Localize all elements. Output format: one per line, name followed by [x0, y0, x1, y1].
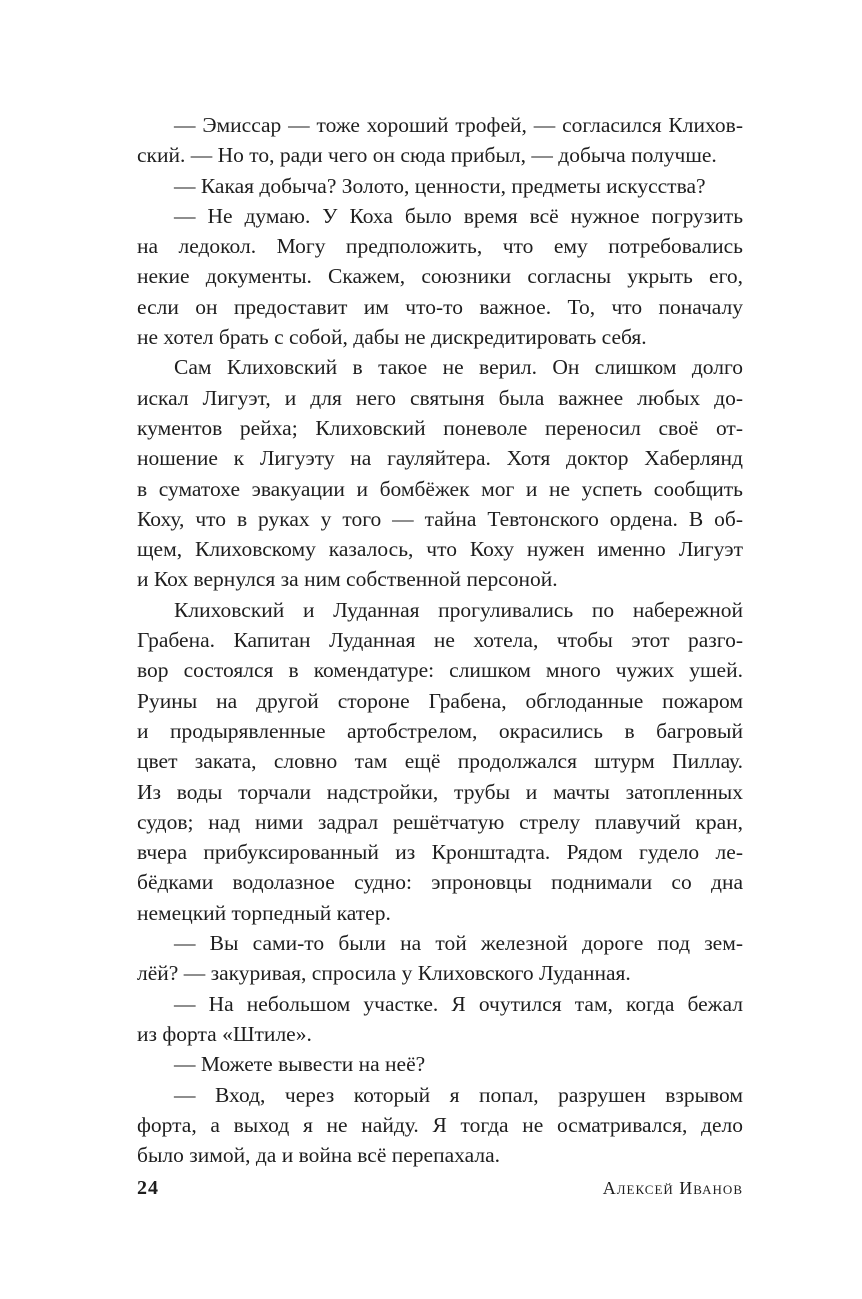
text-line: цвет заката, словно там ещё продолжался штурм Пиллау. — [137, 749, 743, 774]
page-footer — [137, 1177, 743, 1203]
text-line: в суматохе эвакуации и бомбёжек мог и не успеть сообщить — [137, 476, 743, 501]
text-line: Грабена. Капитан Луданная не хотела, чтобы этот разго- — [137, 628, 743, 653]
running-header-author: Алексей Иванов — [602, 1178, 743, 1198]
text-line: и Кох вернулся за ним собственной персоной. — [137, 567, 558, 592]
text-line: не хотел брать с собой, дабы не дискредитировать себя. — [137, 325, 647, 350]
body-text — [137, 110, 743, 1170]
text-line: Сам Клиховский в такое не верил. Он слишком долго — [174, 355, 743, 380]
text-line: ский. — Но то, ради чего он сюда прибыл, — добыча получше. — [137, 143, 717, 168]
paragraph — [137, 595, 743, 928]
text-line: было зимой, да и война всё перепахала. — [137, 1143, 500, 1168]
paragraph — [137, 989, 743, 1050]
text-line: судов; над ними задрал решётчатую стрелу плавучий кран, — [137, 809, 743, 834]
text-line: бёдками водолазное судно: эпроновцы поднимали со дна — [137, 870, 743, 895]
text-line: Руины на другой стороне Грабена, обглоданные пожаром — [137, 688, 743, 713]
text-line: — На небольшом участке. Я очутился там, когда бежал — [174, 991, 743, 1016]
paragraph — [137, 201, 743, 352]
text-line: немецкий торпедный катер. — [137, 900, 391, 925]
paragraph — [137, 928, 743, 989]
text-line: Из воды торчали надстройки, трубы и мачты затопленных — [137, 779, 743, 804]
text-line: — Не думаю. У Коха было время всё нужное погрузить — [174, 203, 743, 228]
paragraph — [137, 352, 743, 594]
text-line: ношение к Лигуэту на гауляйтера. Хотя доктор Хаберлянд — [137, 446, 743, 471]
text-line: кументов рейха; Клиховский поневоле переносил своё от- — [137, 415, 743, 440]
text-line: некие документы. Скажем, союзники согласны укрыть его, — [137, 264, 743, 289]
text-line: — Вы сами-то были на той железной дороге под зем- — [174, 931, 743, 956]
paragraph — [137, 1080, 743, 1171]
text-line: лёй? — закуривая, спросила у Клиховского Луданная. — [137, 961, 631, 986]
text-line: Клиховский и Луданная прогуливались по набережной — [174, 597, 743, 622]
text-line: — Вход, через который я попал, разрушен взрывом — [174, 1082, 743, 1107]
page-number: 24 — [137, 1177, 159, 1199]
text-line: искал Лигуэт, и для него святыня была важнее любых до- — [137, 385, 743, 410]
text-line: Коху, что в руках у того — тайна Тевтонского ордена. В об- — [137, 506, 743, 531]
text-line: и продырявленные артобстрелом, окрасились в багровый — [137, 718, 743, 743]
text-line: если он предоставит им что-то важное. То, что поначалу — [137, 294, 743, 319]
text-line: — Какая добыча? Золото, ценности, предметы искусства? — [174, 173, 706, 198]
paragraph — [137, 171, 743, 201]
text-line: — Можете вывести на неё? — [174, 1052, 426, 1077]
text-line: — Эмиссар — тоже хороший трофей, — согласился Клихов- — [174, 113, 743, 137]
paragraph — [137, 110, 743, 171]
text-line: щем, Клиховскому казалось, что Коху нужен именно Лигуэт — [137, 537, 743, 562]
paragraph — [137, 1049, 743, 1079]
text-line: форта, а выход я не найду. Я тогда не осматривался, дело — [137, 1112, 743, 1137]
text-line: из форта «Штиле». — [137, 1021, 312, 1046]
text-line: на ледокол. Могу предположить, что ему потребовались — [137, 234, 743, 259]
text-line: вор состоялся в комендатуре: слишком много чужих ушей. — [137, 658, 743, 683]
text-line: вчера прибуксированный из Кронштадта. Рядом гудело ле- — [137, 840, 743, 865]
